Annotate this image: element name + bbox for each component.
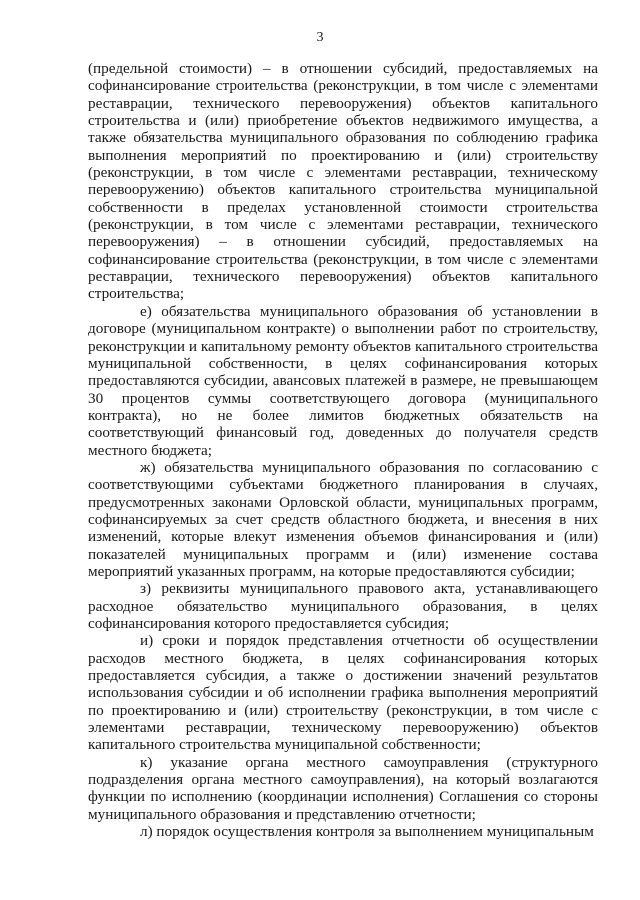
page-number: 3 xyxy=(316,30,324,45)
paragraph-item-l: л) порядок осуществления контроля за выполнением муниципальным xyxy=(140,823,594,841)
paragraph-item-i: и) сроки и порядок представления отчетности об осуществлении расходов местного бюджета, в целях софинансирования которых предоставляется субсидия, а также о достижении значений результатов использования субсидии и об исполнении графика выполнения мероприятий по проектированию и (или) строительству (реконструкции, в том числе с элементами реставрации, техническому перевооружению) объектов капитального строительства муниципальной собственности; xyxy=(88,632,598,754)
paragraph-item-zh: ж) обязательства муниципального образования по согласованию с соответствующими субъектами бюджетного планирования в случаях, предусмотренных законами Орловской области, муниципальных программ, софинансируемых за счет средств областного бюджета, и внесения в них изменений, которые влекут изменения объемов финансирования и (или) показателей муниципальных программ и (или) изменение состава мероприятий указанных программ, на которые предоставляются субсидии; xyxy=(88,458,598,580)
paragraph-continuation: (предельной стоимости) – в отношении субсидий, предоставляемых на софинансирование строительства (реконструкции, в том числе с элементами реставрации, технического перевооружения) объектов капитального строительства и (или) приобретение объектов недвижимого имущества, а также обязательства муниципального образования по соблюдению графика выполнения мероприятий по проектированию и (или) строительству (реконструкции, в том числе с элементами реставрации, техническому перевооружению) объектов капитального строительства муниципальной собственности в пределах установленной стоимости строительства (реконструкции, в том числе с элементами реставрации, технического перевооружения) – в отношении субсидий, предоставляемых на софинансирование строительства (реконструкции, в том числе с элементами реставрации, технического перевооружения) объектов капитального строительства; xyxy=(88,60,598,303)
document-body xyxy=(88,60,598,840)
paragraph-item-e: е) обязательства муниципального образования об установлении в договоре (муниципальном контракте) о выполнении работ по строительству, реконструкции и капитальному ремонту объектов капитального строительства муниципальной собственности, в целях софинансирования которых предоставляются субсидии, авансовых платежей в размере, не превышающем 30 процентов суммы соответствующего договора (муниципального контракта), но не более лимитов бюджетных обязательств на соответствующий финансовый год, доведенных до получателя средств местного бюджета; xyxy=(88,302,598,459)
paragraph-item-k: к) указание органа местного самоуправления (структурного подразделения органа местного самоуправления), на который возлагаются функции по исполнению (координации исполнения) Соглашения со стороны муниципального образования и представлению отчетности; xyxy=(88,753,598,823)
paragraph-item-z: з) реквизиты муниципального правового акта, устанавливающего расходное обязательство муниципального образования, в целях софинансирования которого предоставляется субсидия; xyxy=(88,580,598,632)
